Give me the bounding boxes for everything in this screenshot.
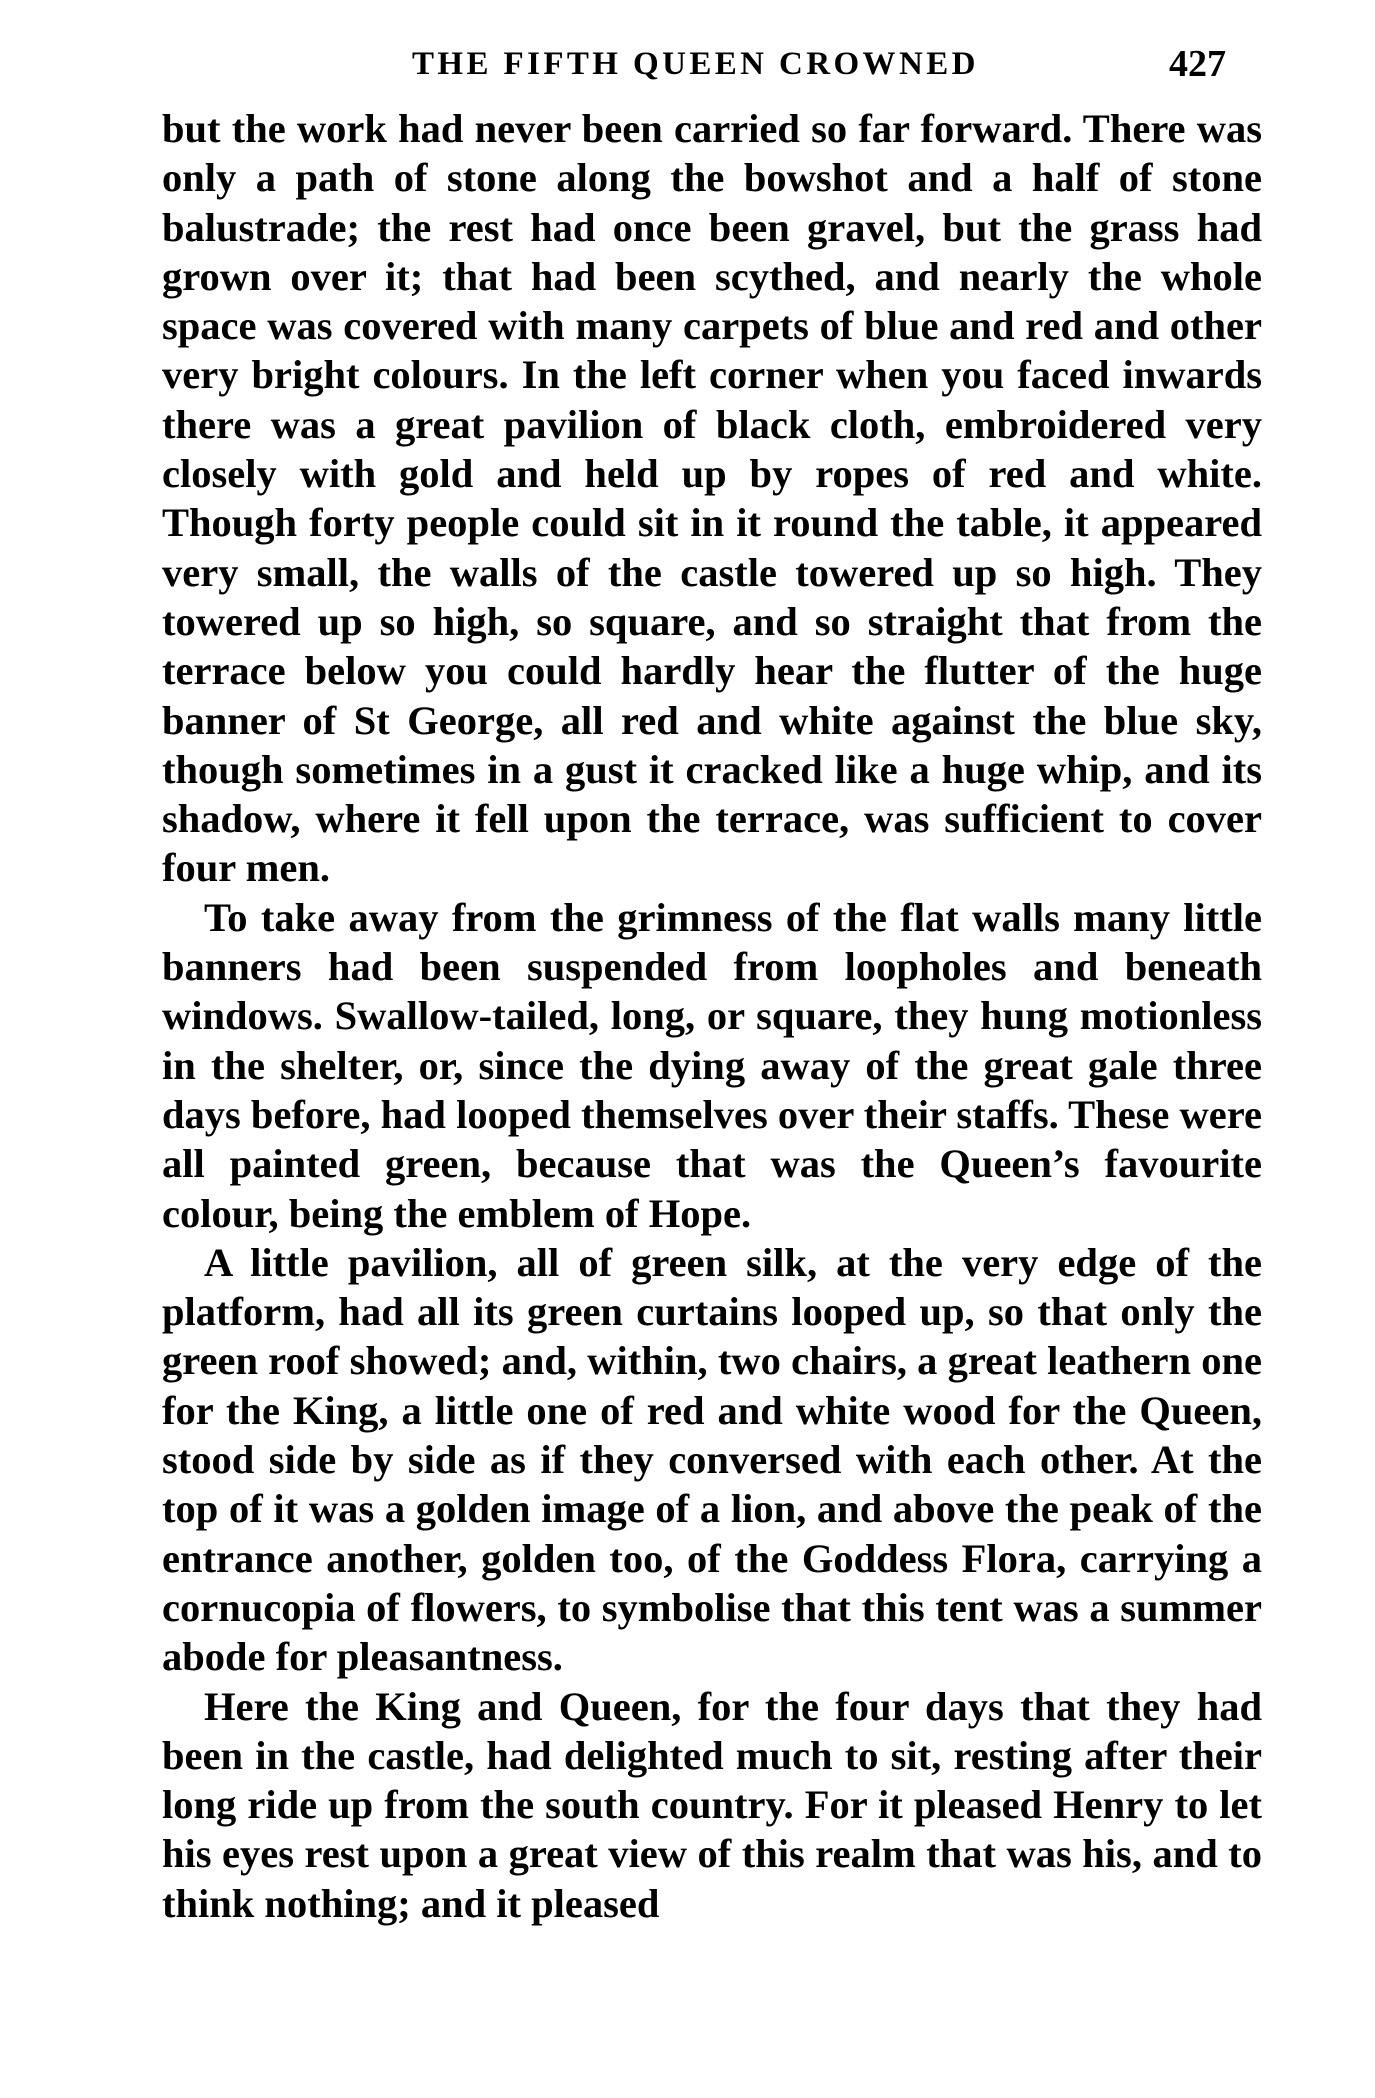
body-text	[162, 104, 1262, 1928]
paragraph-green-pavilion: A little pavilion, all of green silk, at the very edge of the platform, had all its green curtains looped up, so that only the green roof showed; and, within, two chairs, a great leathern one for the King, a little one of red and white wood for the Queen, stood side by side as if they conversed with each other. At the top of it was a golden image of a lion, and above the peak of the entrance another, golden too, of the Goddess Flora, carrying a cornucopia of flowers, to symbolise that this tent was a summer abode for pleasantness.	[162, 1239, 1262, 1680]
running-header	[162, 40, 1262, 90]
paragraph-king-and-queen: Here the King and Queen, for the four days that they had been in the castle, had delighted much to sit, resting after their long ride up from the south country. For it pleased Henry to let his eyes rest upon a great view of this realm that was his, and to think nothing; and it pleased	[162, 1683, 1262, 1926]
paragraph-continued: but the work had never been carried so far forward. There was only a path of stone along the bowshot and a half of stone balustrade; the rest had once been gravel, but the grass had grown over it; that had been scythed, and nearly the whole space was covered with many carpets of blue and red and other very bright colours. In the left corner when you faced inwards there was a great pavilion of black cloth, embroidered very closely with gold and held up by ropes of red and white. Though forty people could sit in it round the table, it appeared very small, the walls of the castle towered up so high. They towered up so high, so square, and so straight that from the terrace below you could hardly hear the flutter of the huge banner of St George, all red and white against the blue sky, though sometimes in a gust it cracked like a huge whip, and its shadow, where it fell upon the terrace, was sufficient to cover four men.	[162, 106, 1262, 891]
paragraph-banners: To take away from the grimness of the flat walls many little banners had been suspended from loopholes and beneath windows. Swallow-tailed, long, or square, they hung motionless in the shelter, or, since the dying away of the great gale three days before, had looped themselves over their staffs. These were all painted green, because that was the Queen’s favourite colour, being the emblem of Hope.	[162, 894, 1262, 1236]
book-page	[162, 40, 1262, 1928]
running-title: THE FIFTH QUEEN CROWNED	[412, 46, 979, 82]
page-number: 427	[1169, 43, 1226, 85]
